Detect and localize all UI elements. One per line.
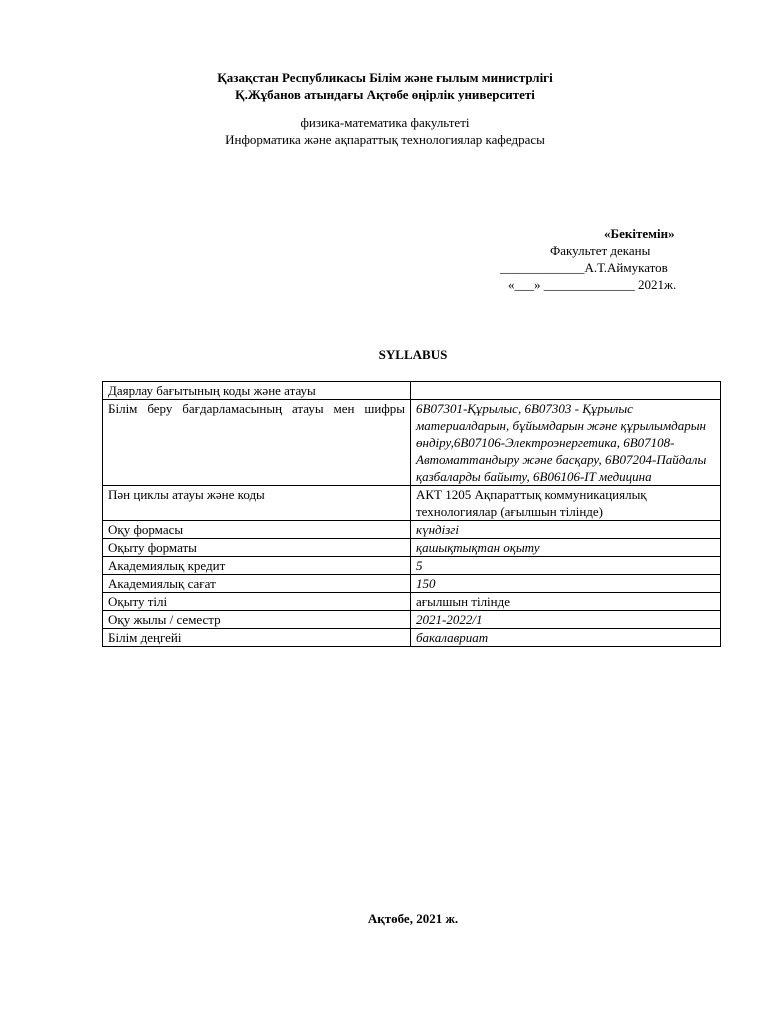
approval-date-line: «___» ______________ 2021ж. [508,277,677,292]
row-value: қашықтықтан оқыту [411,539,721,557]
syllabus-info-table [102,381,721,647]
ministry-header [0,69,770,103]
row-label: Білім беру бағдарламасының атауы мен шифры [103,400,411,486]
row-label: Оқу формасы [103,521,411,539]
table-row [103,539,721,557]
faculty-name: физика-математика факультеті [300,115,470,130]
approval-signature-line: _____________А.Т.Аймукатов [500,260,668,275]
row-label: Оқыту тілі [103,593,411,611]
row-value [411,382,721,400]
row-label: Оқу жылы / семестр [103,611,411,629]
row-label: Оқыту форматы [103,539,411,557]
table-row [103,575,721,593]
table-row [103,521,721,539]
row-value: күндізгі [411,521,721,539]
approval-block [470,225,730,293]
university-name: Қ.Жұбанов атындағы Ақтөбе өңірлік университеті [235,87,535,102]
table-row [103,557,721,575]
row-label: Даярлау бағытының коды және атауы [103,382,411,400]
table-row [103,382,721,400]
row-label: Білім деңгейі [103,629,411,647]
row-value: 6B07301-Құрылыс, 6B07303 - Құрылыс материалдарын, бұйымдарын және құрылымдарын өндіру,6B07106-Электроэнергетика, 6B07108-Автоматтандыру және басқару, 6B07204-Пайдалы қазбаларды байыту, 6B06106-IT медицина [411,400,721,486]
syllabus-title: SYLLABUS [378,347,448,362]
row-label: Академиялық сағат [103,575,411,593]
approval-position: Факультет деканы [550,243,651,258]
row-value: 5 [411,557,721,575]
row-value: бакалавриат [411,629,721,647]
row-label: Академиялық кредит [103,557,411,575]
row-value: 150 [411,575,721,593]
table-row [103,629,721,647]
row-value: ағылшын тілінде [411,593,721,611]
table-row [103,400,721,486]
row-label: Пән циклы атауы және коды [103,486,411,521]
department-name: Информатика және ақпараттық технологиялар кафедрасы [225,132,545,147]
footer-city-year: Ақтөбе, 2021 ж. [367,911,459,926]
table-row [103,593,721,611]
faculty-block [0,114,770,148]
table-row [103,486,721,521]
row-value: 2021-2022/1 [411,611,721,629]
table-row [103,611,721,629]
ministry-name: Қазақстан Республикасы Білім және ғылым министрлігі [217,70,553,85]
approval-title: «Бекітемін» [604,226,675,241]
row-value: АКТ 1205 Ақпараттық коммуникациялық технологиялар (ағылшын тілінде) [411,486,721,521]
